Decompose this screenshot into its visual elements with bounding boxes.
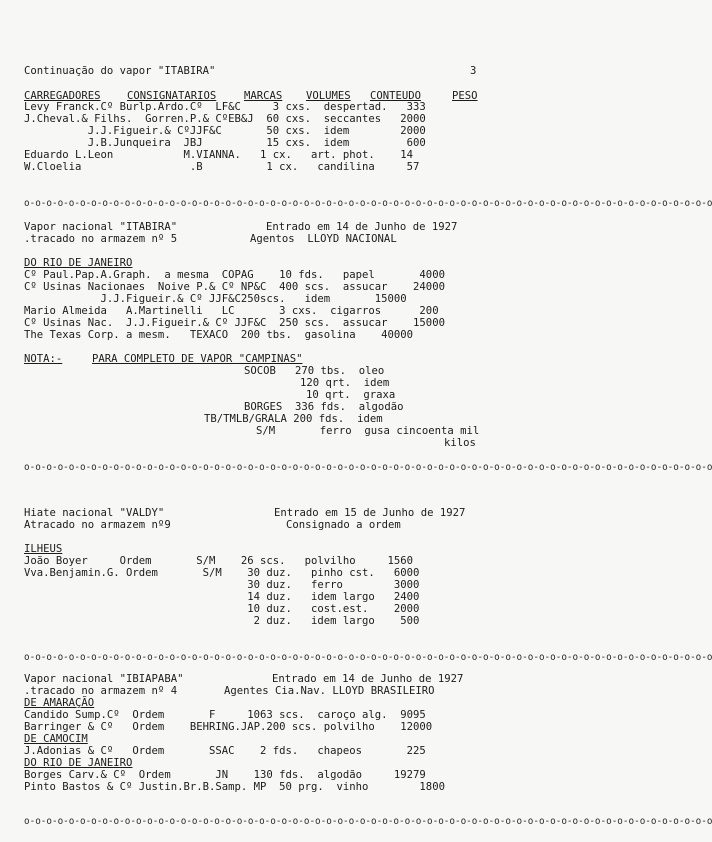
nota-text: PARA COMPLETO DE VAPOR "CAMPINAS"	[92, 353, 303, 365]
agents-info: Agentes Cia.Nav. LLOYD BRASILEIRO	[224, 685, 435, 697]
separator-line: o-o-o-o-o-o-o-o-o-o-o-o-o-o-o-o-o-o-o-o-o-o-o-o-o-o-o-o-o-o-o-o-o-o-o-o-o-o-o-o-o-o-o-o-o-o-o-o-o-o-o-o-o-o-o-o-o-o-o-o-o-o	[24, 816, 712, 827]
table-row: 2 duz. idem largo 500	[24, 615, 420, 627]
agents-info: Agentos LLOYD NACIONAL	[250, 233, 397, 245]
table-row: João Boyer Ordem S/M 26 scs. polvilho 1560	[24, 555, 414, 567]
table-row: W.Cloelia .B 1 cx. candilina 57	[24, 161, 420, 173]
origin-heading: DO RIO DE JANEIRO	[24, 257, 133, 269]
arrival-date: Entrado em 14 de Junho de 1927	[272, 673, 464, 685]
header-volumes: VOLUMES	[306, 90, 351, 102]
berth-info: Atracado no armazem nº9	[24, 519, 171, 531]
table-row: J.B.Junqueira JBJ 15 cxs. idem 600	[24, 137, 426, 149]
table-row: Pinto Bastos & Cº Justin.Br.B.Samp. MP 50 prg. vinho 1800	[24, 781, 445, 793]
table-row: Levy Franck.Cº Burlp.Ardo.Cº LF&C 3 cxs. despertad. 333	[24, 101, 426, 113]
vessel-title: Vapor nacional "IBIAPABA"	[24, 673, 184, 685]
header-marcas: MARCAS	[244, 90, 283, 102]
table-row: Candido Sump.Cº Ordem F 1063 scs. caroço alg. 9095	[24, 709, 426, 721]
page-number: 3	[470, 65, 477, 77]
continuation-header: Continuação do vapor "ITABIRA"	[24, 65, 216, 77]
nota-row: SOCOB 270 tbs. oleo	[244, 365, 385, 377]
origin-heading: ILHEUS	[24, 543, 63, 555]
origin-heading: DE AMARAÇÃO	[24, 697, 95, 709]
berth-info: .tracado no armazem nº 5	[24, 233, 178, 245]
table-row: Eduardo L.Leon M.VIANNA. 1 cx. art. phot. 14	[24, 149, 414, 161]
table-row: J.Cheval.& Filhs. Gorren.P.& CºEB&J 60 cxs. seccantes 2000	[24, 113, 426, 125]
table-row: 30 duz. ferro 3000	[24, 579, 420, 591]
header-carregadores: CARREGADORES	[24, 90, 101, 102]
vessel-title: Vapor nacional "ITABIRA"	[24, 221, 178, 233]
table-row: Barringer & Cº Ordem BEHRING.JAP.200 scs. polvilho 12000	[24, 721, 433, 733]
vessel-title: Hiate nacional "VALDY"	[24, 507, 165, 519]
nota-row: S/M ferro gusa cincoenta mil	[256, 425, 480, 437]
origin-heading: DO RIO DE JANEIRO	[24, 757, 133, 769]
consignee-info: Consignado a ordem	[286, 519, 401, 531]
table-row: Cº Paul.Pap.A.Graph. a mesma COPAG 10 fds. papel 4000	[24, 269, 445, 281]
berth-info: .tracado no armazem nº 4	[24, 685, 178, 697]
nota-row: BORGES 336 fds. algodão	[244, 401, 404, 413]
separator-line: o-o-o-o-o-o-o-o-o-o-o-o-o-o-o-o-o-o-o-o-o-o-o-o-o-o-o-o-o-o-o-o-o-o-o-o-o-o-o-o-o-o-o-o-o-o-o-o-o-o-o-o-o-o-o-o-o-o-o-o-o-o	[24, 462, 712, 473]
arrival-date: Entrado em 15 de Junho de 1927	[274, 507, 466, 519]
table-row: J.Adonias & Cº Ordem SSAC 2 fds. chapeos 225	[24, 745, 426, 757]
table-row: J.J.Figueir.& Cº JJF&C250scs. idem 15000	[24, 293, 407, 305]
header-consignatarios: CONSIGNATARIOS	[127, 90, 217, 102]
arrival-date: Entrado em 14 de Junho de 1927	[266, 221, 458, 233]
table-row: The Texas Corp. a mesm. TEXACO 200 tbs. gasolina 40000	[24, 329, 414, 341]
table-row: 14 duz. idem largo 2400	[24, 591, 420, 603]
header-peso: PESO	[452, 90, 478, 102]
nota-row: TB/TMLB/GRALA 200 fds. idem	[204, 413, 383, 425]
separator-line: o-o-o-o-o-o-o-o-o-o-o-o-o-o-o-o-o-o-o-o-o-o-o-o-o-o-o-o-o-o-o-o-o-o-o-o-o-o-o-o-o-o-o-o-o-o-o-o-o-o-o-o-o-o-o-o-o-o-o-o-o-o	[24, 198, 712, 209]
nota-row: 120 qrt. idem	[300, 377, 390, 389]
table-row: 10 duz. cost.est. 2000	[24, 603, 420, 615]
table-row: J.J.Figueir.& CºJJF&C 50 cxs. idem 2000	[24, 125, 426, 137]
table-row: Vva.Benjamin.G. Ordem S/M 30 duz. pinho cst. 6000	[24, 567, 420, 579]
nota-label: NOTA:-	[24, 353, 63, 365]
table-row: Mario Almeida A.Martinelli LC 3 cxs. cigarros 200	[24, 305, 439, 317]
table-row: Cº Usinas Nac. J.J.Figueir.& Cº JJF&C 250 scs. assucar 15000	[24, 317, 445, 329]
header-conteudo: CONTEUDO	[370, 90, 422, 102]
nota-row: 10 qrt. graxa	[306, 389, 396, 401]
separator-line: o-o-o-o-o-o-o-o-o-o-o-o-o-o-o-o-o-o-o-o-o-o-o-o-o-o-o-o-o-o-o-o-o-o-o-o-o-o-o-o-o-o-o-o-o-o-o-o-o-o-o-o-o-o-o-o-o-o-o-o-o-o	[24, 652, 712, 663]
table-row: Cº Usinas Nacionaes Noive P.& Cº NP&C 400 scs. assucar 24000	[24, 281, 445, 293]
table-row: Borges Carv.& Cº Ordem JN 130 fds. algodão 19279	[24, 769, 426, 781]
origin-heading: DE CAMOCIM	[24, 733, 88, 745]
nota-row: kilos	[444, 437, 476, 449]
